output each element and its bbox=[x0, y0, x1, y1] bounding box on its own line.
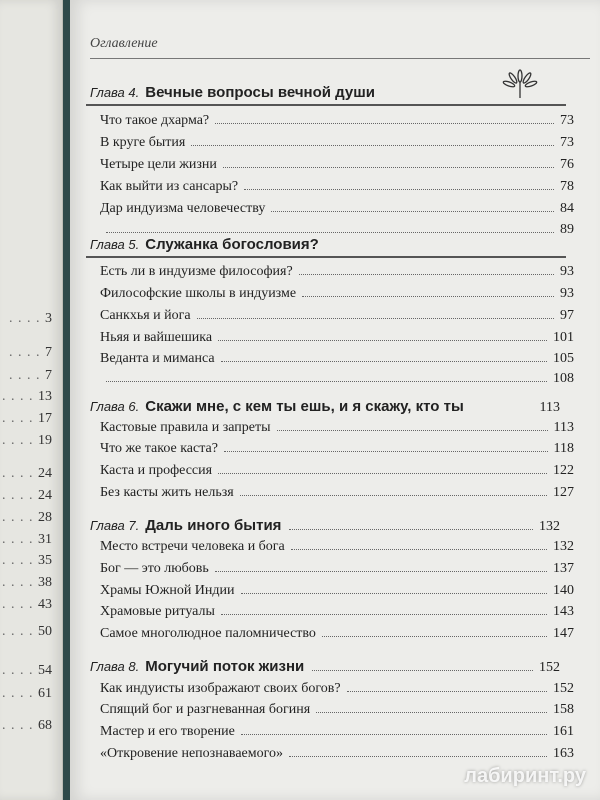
chapter-heading[interactable] bbox=[90, 84, 375, 101]
entry-title: Дар индуизма человечеству bbox=[100, 201, 266, 216]
toc-entry[interactable] bbox=[100, 626, 574, 642]
dot-leader bbox=[299, 274, 554, 275]
entry-page: 73 bbox=[560, 135, 574, 150]
chapter-heading[interactable] bbox=[90, 658, 560, 676]
entry-page: 73 bbox=[560, 113, 574, 128]
chapter-number: Глава 6. bbox=[90, 399, 140, 414]
dot-leader bbox=[218, 473, 547, 474]
dot-leader bbox=[221, 614, 547, 615]
toc-entry[interactable] bbox=[100, 351, 574, 367]
toc-entry[interactable] bbox=[100, 179, 574, 195]
entry-page: 143 bbox=[553, 604, 574, 619]
dot-leader bbox=[241, 593, 547, 594]
entry-title: Кастовые правила и запреты bbox=[100, 420, 271, 435]
dot-leader bbox=[291, 549, 547, 550]
chapter-title: Даль иного бытия bbox=[145, 517, 282, 534]
entry-title: Ньяя и вайшешика bbox=[100, 330, 213, 345]
entry-page: 89 bbox=[560, 222, 574, 237]
dot-leader bbox=[277, 430, 548, 431]
dot-leader bbox=[197, 318, 554, 319]
entry-page: 101 bbox=[553, 330, 574, 345]
entry-title: Четыре цели жизни bbox=[100, 157, 217, 172]
toc-entry[interactable] bbox=[100, 485, 574, 501]
left-page bbox=[0, 0, 63, 800]
left-page-number: . . . . 54 bbox=[2, 663, 52, 679]
entry-page: 78 bbox=[560, 179, 574, 194]
dot-leader bbox=[316, 712, 547, 713]
entry-page: 105 bbox=[553, 351, 574, 366]
left-page-number: . . . . 50 bbox=[2, 624, 52, 640]
entry-page: 84 bbox=[560, 201, 574, 216]
chapter-number: Глава 5. bbox=[90, 237, 140, 252]
left-page-number: . . . . 31 bbox=[2, 532, 52, 548]
left-page-number: . . . . 68 bbox=[2, 718, 52, 734]
toc-entry[interactable] bbox=[100, 286, 574, 302]
left-page-number: . . . . 43 bbox=[2, 597, 52, 613]
left-page-number: . . . . 38 bbox=[2, 575, 52, 591]
dot-leader bbox=[223, 167, 554, 168]
dot-leader bbox=[215, 571, 547, 572]
left-page-number: . . . . 19 bbox=[2, 433, 52, 449]
toc-entry[interactable] bbox=[100, 201, 574, 217]
chapter-title: Могучий поток жизни bbox=[145, 658, 305, 675]
entry-title: В круге бытия bbox=[100, 135, 186, 150]
toc-entry[interactable] bbox=[100, 746, 574, 762]
dot-leader bbox=[244, 189, 554, 190]
dot-leader bbox=[106, 232, 554, 233]
chapter-rule bbox=[86, 104, 566, 106]
entry-title: Мастер и его творение bbox=[100, 724, 235, 739]
entry-title: Что такое дхарма? bbox=[100, 113, 210, 128]
toc-entry[interactable] bbox=[100, 157, 574, 173]
entry-page: 163 bbox=[553, 746, 574, 761]
toc-entry[interactable] bbox=[100, 561, 574, 577]
entry-title: Без касты жить нельзя bbox=[100, 485, 234, 500]
entry-page: 122 bbox=[553, 463, 574, 478]
left-page-number: . . . . 61 bbox=[2, 686, 52, 702]
entry-page: 76 bbox=[560, 157, 574, 172]
entry-page: 93 bbox=[560, 286, 574, 301]
toc-entry[interactable] bbox=[100, 264, 574, 280]
toc-entry[interactable] bbox=[100, 135, 574, 151]
right-page bbox=[70, 0, 600, 800]
entry-title: Спящий бог и разгневанная богиня bbox=[100, 702, 311, 717]
chapter-page: 113 bbox=[539, 400, 560, 415]
entry-page: 147 bbox=[553, 626, 574, 641]
toc-entry[interactable] bbox=[100, 604, 574, 620]
entry-title: Самое многолюдное паломничество bbox=[100, 626, 316, 641]
toc-entry[interactable] bbox=[100, 330, 574, 346]
chapter-title: Служанка богословия? bbox=[145, 236, 319, 253]
entry-page: 113 bbox=[553, 420, 574, 435]
left-page-number: . . . . 3 bbox=[9, 311, 52, 327]
dot-leader bbox=[218, 340, 547, 341]
toc-entry[interactable] bbox=[100, 724, 574, 740]
chapter-title: Вечные вопросы вечной души bbox=[145, 84, 375, 101]
entry-title: Что же такое каста? bbox=[100, 441, 218, 456]
entry-page: 161 bbox=[553, 724, 574, 739]
header-rule bbox=[90, 58, 590, 59]
dot-leader bbox=[221, 361, 547, 362]
entry-page: 152 bbox=[553, 681, 574, 696]
dot-leader bbox=[191, 145, 554, 146]
entry-page: 108 bbox=[553, 371, 574, 386]
entry-page: 137 bbox=[553, 561, 574, 576]
toc-entry[interactable] bbox=[100, 681, 574, 697]
dot-leader bbox=[224, 451, 548, 452]
entry-page: 140 bbox=[553, 583, 574, 598]
entry-title: Как индуисты изображают своих богов? bbox=[100, 681, 341, 696]
left-page-number: . . . . 17 bbox=[2, 411, 52, 427]
chapter-title: Скажи мне, с кем ты ешь, и я скажу, кто ты bbox=[145, 398, 464, 415]
dot-leader bbox=[347, 691, 547, 692]
watermark-logo: лабиринт.ру bbox=[464, 765, 586, 787]
entry-title: Бог — это любовь bbox=[100, 561, 209, 576]
chapter-heading[interactable] bbox=[90, 398, 560, 416]
entry-title: Философские школы в индуизме bbox=[100, 286, 297, 301]
left-page-number: . . . . 28 bbox=[2, 510, 52, 526]
dot-leader bbox=[106, 381, 547, 382]
entry-title: Храмы Южной Индии bbox=[100, 583, 235, 598]
chapter-number: Глава 4. bbox=[90, 85, 140, 100]
entry-page: 127 bbox=[553, 485, 574, 500]
chapter-number: Глава 8. bbox=[90, 659, 140, 674]
chapter-page: 132 bbox=[539, 519, 560, 534]
left-page-number: . . . . 7 bbox=[9, 368, 52, 384]
chapter-page: 152 bbox=[539, 660, 560, 675]
entry-page: 118 bbox=[553, 441, 574, 456]
entry-page: 158 bbox=[553, 702, 574, 717]
left-page-number: . . . . 35 bbox=[2, 553, 52, 569]
entry-title: Место встречи человека и бога bbox=[100, 539, 285, 554]
toc-entry[interactable] bbox=[100, 539, 574, 555]
chapter-heading[interactable] bbox=[90, 517, 560, 535]
dot-leader bbox=[322, 636, 547, 637]
entry-title: Санкхья и йога bbox=[100, 308, 191, 323]
toc-entry[interactable] bbox=[100, 420, 574, 436]
chapter-number: Глава 7. bbox=[90, 518, 140, 533]
left-page-number: . . . . 7 bbox=[9, 345, 52, 361]
toc-entry[interactable] bbox=[100, 113, 574, 129]
entry-title: Каста и профессия bbox=[100, 463, 213, 478]
chapter-rule bbox=[86, 256, 566, 258]
toc-entry[interactable] bbox=[100, 702, 574, 718]
dot-leader bbox=[302, 296, 554, 297]
dot-leader bbox=[240, 495, 547, 496]
entry-title: Как выйти из сансары? bbox=[100, 179, 239, 194]
entry-title: Есть ли в индуизме философия? bbox=[100, 264, 293, 279]
entry-title: «Откровение непознаваемого» bbox=[100, 746, 284, 761]
flower-ornament-icon bbox=[502, 68, 538, 104]
dot-leader bbox=[289, 756, 547, 757]
entry-title: Храмовые ритуалы bbox=[100, 604, 215, 619]
dot-leader bbox=[312, 670, 533, 671]
toc-entry[interactable] bbox=[100, 441, 574, 457]
toc-entry[interactable] bbox=[100, 308, 574, 324]
left-page-number: . . . . 24 bbox=[2, 488, 52, 504]
chapter-heading[interactable] bbox=[90, 236, 319, 253]
entry-page: 97 bbox=[560, 308, 574, 323]
left-page-number: . . . . 24 bbox=[2, 466, 52, 482]
toc-entry[interactable] bbox=[100, 463, 574, 479]
entry-title: Веданта и миманса bbox=[100, 351, 215, 366]
dot-leader bbox=[271, 211, 554, 212]
dot-leader bbox=[241, 734, 547, 735]
entry-page: 132 bbox=[553, 539, 574, 554]
dot-leader bbox=[215, 123, 554, 124]
dot-leader bbox=[289, 529, 533, 530]
running-header: Оглавление bbox=[90, 36, 158, 51]
left-page-number: . . . . 13 bbox=[2, 389, 52, 405]
toc-entry[interactable] bbox=[100, 371, 574, 387]
toc-entry[interactable] bbox=[100, 583, 574, 599]
entry-page: 93 bbox=[560, 264, 574, 279]
